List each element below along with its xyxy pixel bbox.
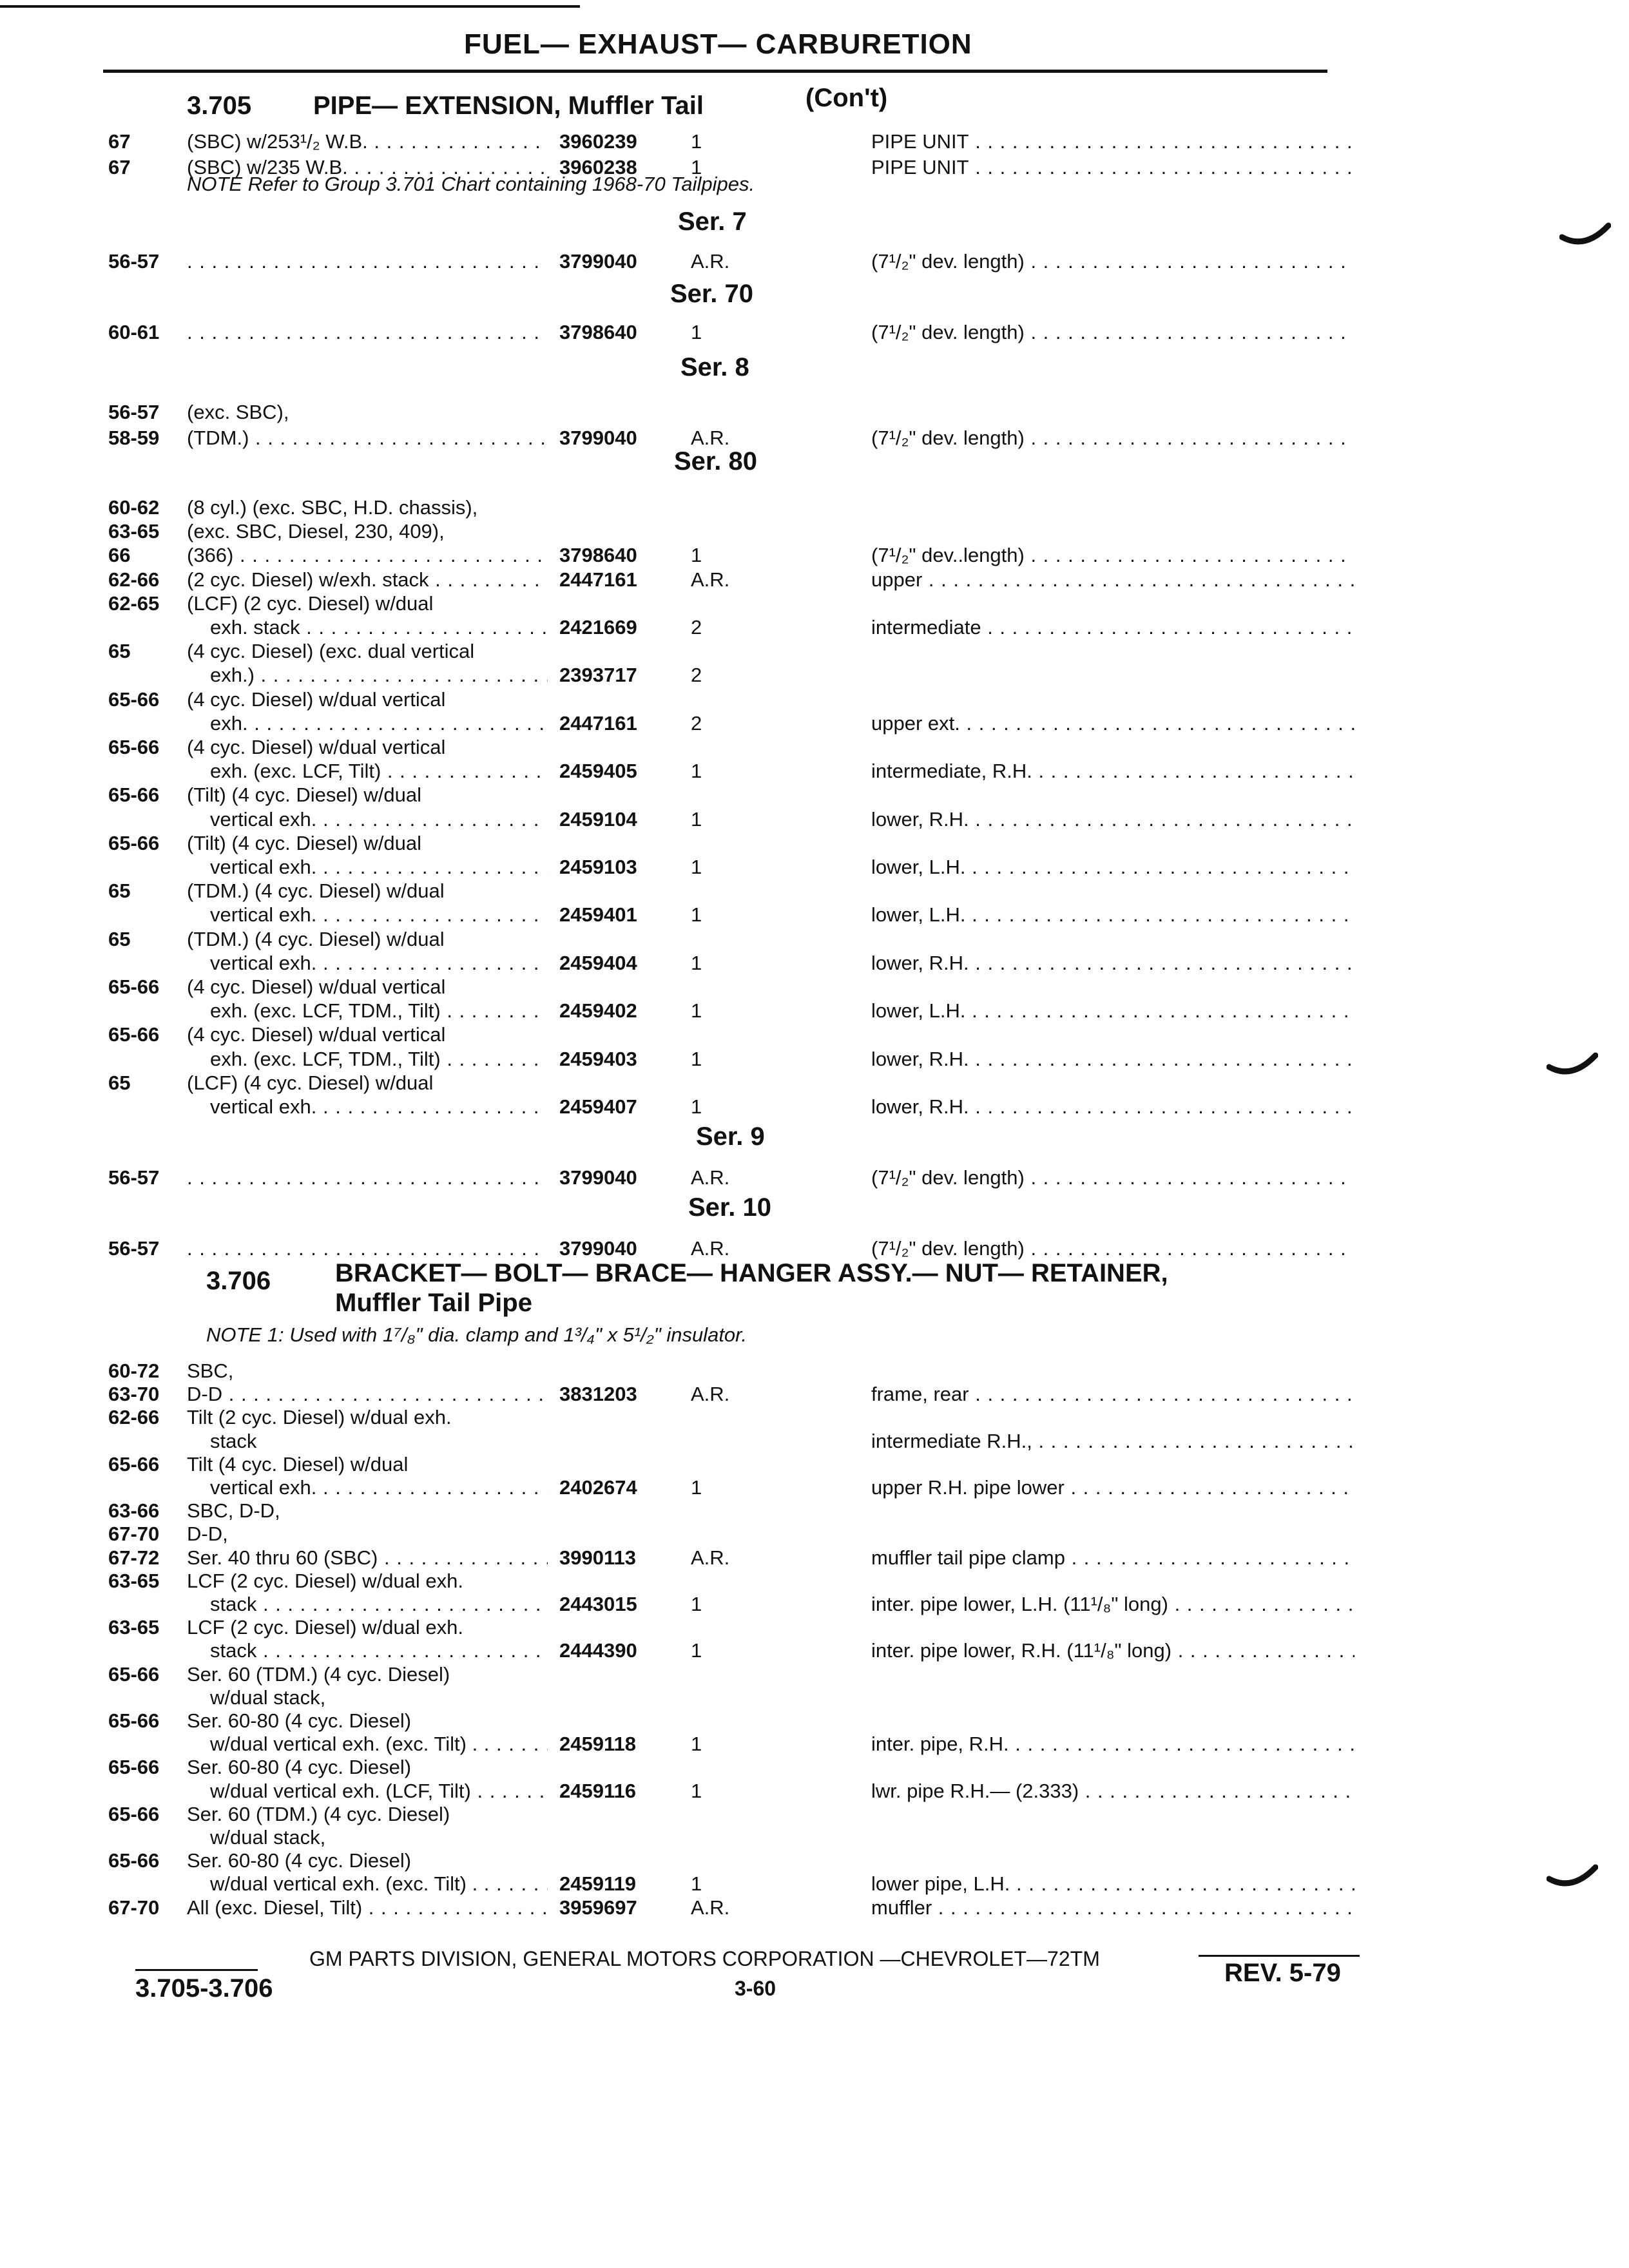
part-description: (4 cyc. Diesel) w/dual vertical — [187, 1023, 446, 1046]
part-note: lower, R.H. . . . — [871, 1095, 1354, 1119]
model-year: 60-72 — [108, 1360, 160, 1382]
series-heading: Ser. 7 — [678, 207, 747, 236]
part-number: 3831203 — [559, 1383, 637, 1406]
part-note: lower, R.H. . . . — [871, 1048, 1354, 1071]
model-year: 65-66 — [108, 1849, 160, 1872]
model-year: 67-70 — [108, 1896, 160, 1919]
footer-revision: REV. 5-79 — [1224, 1959, 1341, 1987]
part-description: w/dual vertical exh. (LCF, Tilt) . . . — [187, 1780, 548, 1803]
part-note: frame, rear . . . — [871, 1383, 1354, 1406]
part-number: 3799040 — [559, 1237, 637, 1260]
part-description: Ser. 60-80 (4 cyc. Diesel) — [187, 1849, 412, 1872]
part-number: 2459104 — [559, 807, 637, 831]
part-description: SBC, D-D, — [187, 1499, 280, 1523]
section-title: BRACKET— BOLT— BRACE— HANGER ASSY.— NUT— RETAINER, — [335, 1259, 1168, 1287]
section-number: 3.706 — [206, 1267, 271, 1295]
model-year: 56-57 — [108, 401, 160, 423]
part-description: exh. . . . — [187, 712, 548, 735]
part-number: 2402674 — [559, 1476, 637, 1499]
part-note: (7¹/₂" dev. length) . . . — [871, 321, 1354, 344]
part-description: (4 cyc. Diesel) (exc. dual vertical — [187, 640, 475, 663]
part-note: lower, L.H. . . . — [871, 999, 1354, 1023]
model-year: 62-66 — [108, 568, 160, 591]
part-quantity: A.R. — [691, 1546, 730, 1569]
part-quantity: A.R. — [691, 1896, 730, 1919]
series-heading: Ser. 70 — [670, 280, 754, 308]
part-number: 2447161 — [559, 711, 637, 735]
part-note: muffler . . . — [871, 1896, 1354, 1919]
part-number: 2459118 — [559, 1733, 636, 1756]
part-description: w/dual vertical exh. (exc. Tilt) . . . . — [187, 1733, 548, 1756]
model-year: 65-66 — [108, 831, 160, 854]
part-number: 3799040 — [559, 1166, 637, 1189]
part-number: 3990113 — [559, 1546, 636, 1569]
part-quantity: 1 — [691, 1476, 702, 1499]
part-quantity: 1 — [691, 130, 702, 153]
model-year: 67 — [108, 156, 131, 178]
model-year: 63-65 — [108, 1616, 160, 1639]
part-number: 3959697 — [559, 1896, 637, 1919]
model-year: 65 — [108, 879, 131, 903]
part-note: inter. pipe lower, L.H. (11¹/₈" long) . . . — [871, 1593, 1354, 1616]
part-note: upper ext. . . . — [871, 712, 1354, 735]
part-number: 2459402 — [559, 999, 637, 1023]
part-note: PIPE UNIT . . . — [871, 156, 1354, 179]
part-note: muffler tail pipe clamp . . . — [871, 1546, 1354, 1570]
part-number: 3798640 — [559, 321, 637, 343]
part-description: vertical exh. . . . — [187, 1095, 548, 1119]
model-year: 65-66 — [108, 1023, 160, 1046]
part-description: (LCF) (2 cyc. Diesel) w/dual — [187, 591, 434, 615]
part-description: exh. stack . . . — [187, 616, 548, 639]
part-number: 2459404 — [559, 951, 637, 974]
part-number: 2459403 — [559, 1047, 637, 1070]
part-description: LCF (2 cyc. Diesel) w/dual exh. — [187, 1616, 463, 1639]
model-year: 60-62 — [108, 496, 160, 519]
model-year: 65-66 — [108, 1452, 160, 1475]
part-description: D-D . . . — [187, 1383, 548, 1406]
part-description: (8 cyl.) (exc. SBC, H.D. chassis), — [187, 496, 478, 519]
part-quantity: A.R. — [691, 1383, 730, 1406]
part-description: vertical exh. . . . — [187, 856, 548, 879]
part-note: lower, L.H. . . . — [871, 903, 1354, 927]
part-description: (Tilt) (4 cyc. Diesel) w/dual — [187, 831, 422, 854]
model-year: 65 — [108, 1071, 131, 1094]
part-note: intermediate, R.H. . . . — [871, 760, 1354, 783]
part-note: intermediate . . . — [871, 616, 1354, 639]
part-quantity: 1 — [691, 1593, 702, 1615]
part-description: (4 cyc. Diesel) w/dual vertical — [187, 687, 446, 711]
model-year: 63-70 — [108, 1383, 160, 1406]
series-heading: Ser. 8 — [680, 353, 749, 381]
part-description: (TDM.) (4 cyc. Diesel) w/dual — [187, 879, 445, 903]
footer-section-range: 3.705-3.706 — [135, 1974, 273, 2003]
part-quantity: 1 — [691, 1872, 702, 1896]
model-year: 66 — [108, 544, 131, 567]
part-note: (7¹/₂" dev. length) . . . — [871, 427, 1354, 450]
part-description: SBC, — [187, 1360, 234, 1382]
part-number: 2443015 — [559, 1593, 637, 1615]
part-quantity: A.R. — [691, 1237, 730, 1260]
model-year: 65-66 — [108, 1802, 160, 1825]
part-quantity: 1 — [691, 999, 702, 1023]
part-quantity: A.R. — [691, 427, 730, 449]
model-year: 60-61 — [108, 321, 160, 343]
part-description — [187, 250, 548, 273]
model-year: 62-65 — [108, 591, 160, 615]
part-number: 2444390 — [559, 1639, 637, 1662]
part-description: Ser. 60-80 (4 cyc. Diesel) — [187, 1756, 412, 1779]
model-year: 65-66 — [108, 736, 160, 758]
part-description: (exc. SBC, Diesel, 230, 409), — [187, 520, 445, 543]
model-year: 65 — [108, 640, 131, 663]
part-description — [187, 1237, 548, 1260]
section-note: NOTE 1: Used with 1⁷/₈" dia. clamp and 1³/₄" x 5¹/₂" insulator. — [206, 1323, 747, 1346]
part-note: lower pipe, L.H. . . . — [871, 1872, 1354, 1896]
part-description: stack . . . — [187, 1639, 548, 1662]
section-note: NOTE Refer to Group 3.701 Chart containing 1968-70 Tailpipes. — [187, 173, 755, 195]
part-description: (LCF) (4 cyc. Diesel) w/dual — [187, 1071, 434, 1094]
part-quantity: 2 — [691, 711, 702, 735]
part-description: w/dual vertical exh. (exc. Tilt) . . . . — [187, 1872, 548, 1896]
model-year: 67-72 — [108, 1546, 160, 1569]
model-year: 65-66 — [108, 783, 160, 807]
part-note: inter. pipe, R.H. . . . — [871, 1733, 1354, 1756]
part-note: lower, L.H. . . . — [871, 856, 1354, 879]
binder-mark-icon — [1559, 213, 1611, 251]
binder-mark-icon — [1547, 1044, 1598, 1082]
part-quantity: 1 — [691, 544, 702, 567]
part-description: LCF (2 cyc. Diesel) w/dual exh. — [187, 1569, 463, 1592]
part-description: (366) . . . — [187, 544, 548, 567]
part-description: w/dual stack, — [210, 1826, 326, 1849]
part-description: vertical exh. . . . — [187, 903, 548, 927]
part-note: inter. pipe lower, R.H. (11¹/₈" long) . . . — [871, 1639, 1354, 1662]
part-description: exh. (exc. LCF, Tilt) . . . — [187, 760, 548, 783]
part-note: upper R.H. pipe lower . . . — [871, 1476, 1354, 1499]
part-description: Tilt (4 cyc. Diesel) w/dual — [187, 1452, 409, 1475]
part-quantity: 2 — [691, 616, 702, 639]
part-description: (Tilt) (4 cyc. Diesel) w/dual — [187, 783, 422, 807]
section-title: PIPE— EXTENSION, Muffler Tail — [313, 91, 704, 120]
series-heading: Ser. 80 — [674, 447, 758, 476]
part-description: (4 cyc. Diesel) w/dual vertical — [187, 975, 446, 998]
part-number: 3799040 — [559, 250, 637, 273]
part-quantity: A.R. — [691, 1166, 730, 1189]
part-quantity: 1 — [691, 156, 702, 178]
part-number: 3960238 — [559, 156, 637, 178]
part-description: w/dual stack, — [210, 1686, 326, 1709]
part-description: Ser. 60 (TDM.) (4 cyc. Diesel) — [187, 1662, 450, 1686]
part-note: upper . . . — [871, 568, 1354, 591]
part-note: PIPE UNIT . . . — [871, 130, 1354, 153]
part-description: vertical exh. . . . — [187, 1476, 548, 1499]
model-year: 63-66 — [108, 1499, 160, 1523]
footer-rule-right — [1199, 1955, 1360, 1957]
footer-rule-left — [135, 1969, 258, 1971]
part-quantity: 1 — [691, 903, 702, 927]
part-note: (7¹/₂" dev. length) . . . — [871, 250, 1354, 273]
part-description: (SBC) w/235 W.B. . . . — [187, 156, 548, 179]
part-note: lwr. pipe R.H.— (2.333) . . . — [871, 1780, 1354, 1803]
model-year: 65 — [108, 927, 131, 950]
model-year: 56-57 — [108, 250, 160, 273]
model-year: 56-57 — [108, 1166, 160, 1189]
part-description: D-D, — [187, 1523, 228, 1546]
part-quantity: 1 — [691, 807, 702, 831]
part-note: intermediate R.H., . . . — [871, 1430, 1354, 1453]
footer-publisher: GM PARTS DIVISION, GENERAL MOTORS CORPORATION —CHEVROLET—72TM — [309, 1947, 1100, 1970]
part-number: 2459401 — [559, 903, 637, 927]
part-note: lower, R.H. . . . — [871, 952, 1354, 975]
part-description: (2 cyc. Diesel) w/exh. stack . . . — [187, 568, 548, 591]
footer-page-number: 3-60 — [735, 1977, 776, 2000]
part-number: 2459405 — [559, 760, 637, 783]
part-number: 2459407 — [559, 1095, 637, 1118]
model-year: 67 — [108, 130, 131, 153]
part-description: stack . . . — [187, 1593, 548, 1616]
part-quantity: 1 — [691, 321, 702, 343]
series-heading: Ser. 10 — [688, 1193, 772, 1222]
part-quantity: 1 — [691, 760, 702, 783]
part-description: Ser. 60-80 (4 cyc. Diesel) — [187, 1709, 412, 1732]
part-note: (7¹/₂" dev. length) . . . — [871, 1237, 1354, 1260]
part-description: vertical exh. . . . — [187, 808, 548, 831]
model-year: 65-66 — [108, 1756, 160, 1779]
part-number: 2421669 — [559, 616, 637, 639]
model-year: 58-59 — [108, 427, 160, 449]
series-heading: Ser. 9 — [696, 1122, 765, 1151]
part-description: (TDM.) (4 cyc. Diesel) w/dual — [187, 927, 445, 950]
part-quantity: A.R. — [691, 250, 730, 273]
part-quantity: 1 — [691, 951, 702, 974]
part-number: 2393717 — [559, 664, 637, 687]
part-number: 3960239 — [559, 130, 637, 153]
part-description: All (exc. Diesel, Tilt) . . . — [187, 1896, 548, 1919]
part-number: 3799040 — [559, 427, 637, 449]
part-quantity: 1 — [691, 1779, 702, 1802]
model-year: 65-66 — [108, 975, 160, 998]
part-quantity: 1 — [691, 1639, 702, 1662]
model-year: 62-66 — [108, 1406, 160, 1429]
page-header-title: FUEL— EXHAUST— CARBURETION — [464, 28, 972, 60]
part-description: (SBC) w/253¹/₂ W.B. . . . — [187, 130, 548, 153]
part-description: (exc. SBC), — [187, 401, 289, 423]
part-description: (TDM.) . . . — [187, 427, 548, 450]
part-quantity: 2 — [691, 664, 702, 687]
section-subtitle: Muffler Tail Pipe — [335, 1289, 532, 1317]
model-year: 63-65 — [108, 1569, 160, 1592]
part-description: exh.) . . . — [187, 664, 548, 687]
model-year: 65-66 — [108, 1662, 160, 1686]
model-year: 67-70 — [108, 1523, 160, 1546]
part-description: (4 cyc. Diesel) w/dual vertical — [187, 736, 446, 758]
header-rule — [103, 70, 1327, 73]
part-number: 2459116 — [559, 1779, 636, 1802]
part-description: exh. (exc. LCF, TDM., Tilt) . . . — [187, 1048, 548, 1071]
part-description: stack — [210, 1429, 257, 1452]
part-note: (7¹/₂" dev. length) . . . — [871, 1166, 1354, 1189]
part-description — [187, 321, 548, 344]
part-description: exh. (exc. LCF, TDM., Tilt) . . . — [187, 999, 548, 1023]
part-quantity: A.R. — [691, 568, 730, 591]
part-quantity: 1 — [691, 1733, 702, 1756]
part-quantity: 1 — [691, 856, 702, 878]
part-description — [187, 1166, 548, 1189]
part-note: (7¹/₂" dev..length) . . . — [871, 544, 1354, 567]
part-quantity: 1 — [691, 1047, 702, 1070]
binder-mark-icon — [1547, 1856, 1598, 1894]
model-year: 65-66 — [108, 1709, 160, 1732]
part-description: Ser. 40 thru 60 (SBC) . . . — [187, 1546, 548, 1570]
part-description: Tilt (2 cyc. Diesel) w/dual exh. — [187, 1406, 452, 1429]
part-description: vertical exh. . . . — [187, 952, 548, 975]
part-description: Ser. 60 (TDM.) (4 cyc. Diesel) — [187, 1802, 450, 1825]
part-note: lower, R.H. . . . — [871, 808, 1354, 831]
part-number: 3798640 — [559, 544, 637, 567]
top-rule — [0, 5, 580, 8]
part-number: 2459103 — [559, 856, 637, 878]
part-number: 2459119 — [559, 1872, 636, 1896]
model-year: 63-65 — [108, 520, 160, 543]
part-quantity: 1 — [691, 1095, 702, 1118]
section-number: 3.705 — [187, 91, 252, 120]
section-continued: (Con't) — [805, 84, 888, 112]
model-year: 56-57 — [108, 1237, 160, 1260]
model-year: 65-66 — [108, 687, 160, 711]
part-number: 2447161 — [559, 568, 637, 591]
